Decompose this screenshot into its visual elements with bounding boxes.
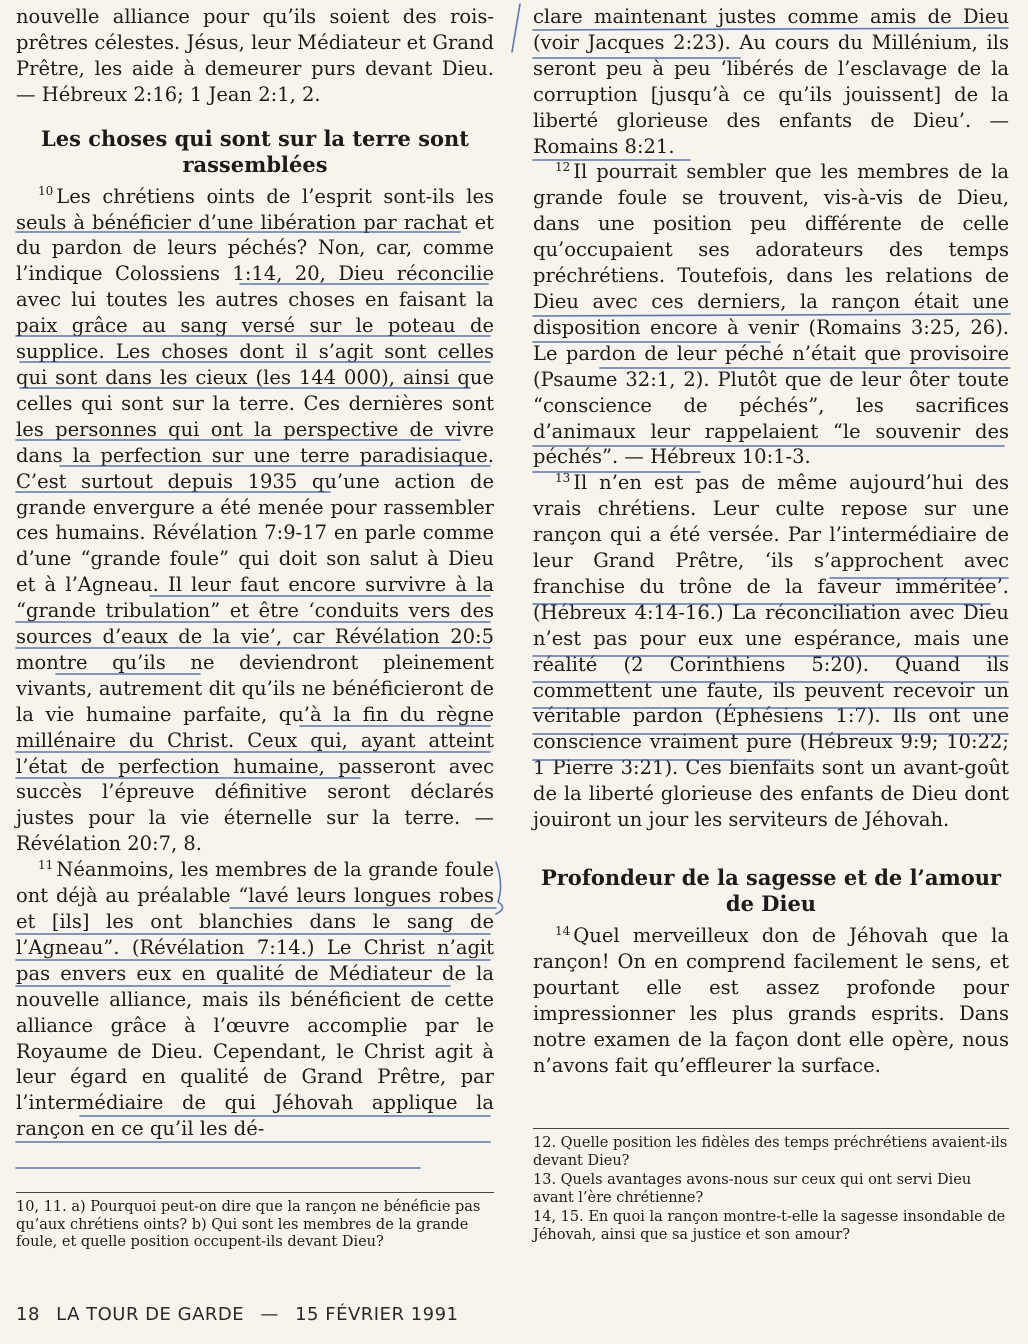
paragraph-11 — [16, 857, 494, 1142]
paragraph-11-text: Néanmoins, les membres de la grande foule ont déjà au préalable “lavé leurs longues robes et [ils] les ont blanchies dans le sang de l’Agneau”. (Révélation 7:14.) Le Christ n’agit pas envers eux en qualité de Médiateur de la nouvelle alliance, mais ils bénéficient de cette alliance grâce à l’œuvre accomplie par le Royaume de Dieu. Cependant, le Christ agit à leur égard en qualité de Grand Prêtre, par l’intermédiaire de qui Jéhovah applique la rançon en ce qu’il les dé- — [16, 858, 494, 1141]
question-14-15: 14, 15. En quoi la rançon montre-t-elle la sagesse insondable de Jéhovah, ainsi que sa justice et son amour? — [533, 1209, 1006, 1243]
paragraph-number-12: 12 — [555, 159, 571, 174]
question-10-11: 10, 11. a) Pourquoi peut-on dire que la rançon ne bénéficie pas qu’aux chrétiens oints? b) Qui sont les membres de la grande foule, et quelle position occupent-ils devant Dieu? — [16, 1199, 481, 1250]
footer-dash: — — [260, 1304, 279, 1325]
page-footer — [16, 1304, 469, 1325]
publication-title: LA TOUR DE GARDE — [56, 1304, 245, 1325]
paragraph-14-text: Quel merveilleux don de Jéhovah que la rançon! On en comprend facilement le sens, et pourtant elle est assez profonde pour impressionner les plus grands esprits. Dans notre examen de la façon dont elle opère, nous n’avons fait qu’effleurer la surface. — [533, 924, 1009, 1077]
left-column — [16, 4, 494, 1142]
study-questions-right — [533, 1128, 1009, 1246]
study-questions-left — [16, 1192, 494, 1254]
paragraph-number-13: 13 — [555, 470, 571, 485]
question-13: 13. Quels avantages avons-nous sur ceux qui ont servi Dieu avant l’ère chrétienne? — [533, 1172, 972, 1206]
page-number: 18 — [16, 1304, 40, 1325]
paragraph-10-text: Les chrétiens oints de l’esprit sont-ils les seuls à bénéficier d’une libération par rachat et du pardon de leurs péchés? Non, car, comme l’indique Colossiens 1:14, 20, Dieu réconcilie avec lui toutes les autres choses en faisant la paix grâce au sang versé sur le poteau de supplice. Les choses dont il s’agit sont celles qui sont dans les cieux (les 144 000), ainsi que celles qui sont sur la terre. Ces dernières sont les personnes qui ont la perspective de vivre dans la perfection sur une terre paradisiaque. C’est surtout depuis 1935 qu’une action de grande envergure a été menée pour rassembler ces humains. Révélation 7:9-17 en parle comme d’une “grande foule” qui doit son salut à Dieu et à l’Agneau. Il leur faut encore survivre à la “grande tribulation” et être ‘conduits vers des sources d’eaux de la vie’, car Révélation 20:5 montre qu’ils ne deviendront pleinement vivants, autrement dit qu’ils ne bénéficieront de la vie humaine parfaite, qu’à la fin du règne millénaire du Christ. Ceux qui, ayant atteint l’état de perfection humaine, passeront avec succès l’épreuve définitive seront déclarés justes pour la vie éternelle sur la terre. — Révélation 20:7, 8. — [16, 184, 494, 856]
paragraph-12-text: Il pourrait sembler que les membres de la grande foule se trouvent, vis-à-vis de Dieu, dans une position peu différente de celle qu’occupaient ses adorateurs des temps préchrétiens. Toutefois, dans les relations de Dieu avec ces derniers, la rançon était une disposition encore à venir (Romains 3:25, 26). Le pardon de leur péché n’était que provisoire (Psaume 32:1, 2). Plutôt que de leur ôter toute “conscience de péchés”, les sacrifices d’animaux leur rappelaient “le souvenir des péchés”. — Hébreux 10:1-3. — [533, 160, 1009, 469]
paragraph-number-10: 10 — [38, 184, 54, 199]
right-intro-paragraph: clare maintenant justes comme amis de Dieu (voir Jacques 2:23). Au cours du Millénium, ils seront peu à peu ‘libérés de l’esclavage de la corruption [jusqu’à ce qu’ils jouissent] de la liberté glorieuse des enfants de Dieu’. — Romains 8:21. — [533, 5, 1009, 158]
paragraph-number-14: 14 — [555, 923, 571, 938]
paragraph-14 — [533, 923, 1009, 1078]
paragraph-10 — [16, 184, 494, 858]
paragraph-number-11: 11 — [38, 857, 54, 872]
paragraph-13 — [533, 470, 1009, 833]
publication-date: 15 FÉVRIER 1991 — [295, 1304, 459, 1325]
paragraph-12 — [533, 159, 1009, 470]
paragraph-13-text: Il n’en est pas de même aujourd’hui des vrais chrétiens. Leur culte repose sur une rançon qui a été versée. Par l’intermédiaire de leur Grand Prêtre, ‘ils s’approchent avec franchise du trône de la faveur imméritée’. (Hébreux 4:14-16.) La réconciliation avec Dieu n’est pas pour eux une espérance, mais une réalité (2 Corinthiens 5:20). Quand ils commettent une faute, ils peuvent recevoir un véritable pardon (Éphésiens 1:7). Ils ont une conscience vraiment pure (Hébreux 9:9; 10:22; 1 Pierre 3:21). Ces bienfaits sont un avant-goût de la liberté glorieuse des enfants de Dieu dont jouiront un jour les serviteurs de Jéhovah. — [533, 471, 1009, 832]
right-column — [533, 4, 1009, 1078]
pen-margin-stroke-top — [512, 4, 520, 52]
section-heading-wisdom: Profondeur de la sagesse et de l’amour de Dieu — [540, 865, 1002, 916]
pen-bracket — [496, 862, 503, 914]
question-12: 12. Quelle position les fidèles des temps préchrétiens avaient-ils devant Dieu? — [533, 1135, 1008, 1169]
left-intro-paragraph: nouvelle alliance pour qu’ils soient des rois-prêtres célestes. Jésus, leur Médiateur et Grand Prêtre, les aide à demeurer purs devant Dieu. — Hébreux 2:16; 1 Jean 2:1, 2. — [16, 5, 494, 106]
section-heading-earth: Les choses qui sont sur la terre sont rassemblées — [40, 125, 469, 177]
